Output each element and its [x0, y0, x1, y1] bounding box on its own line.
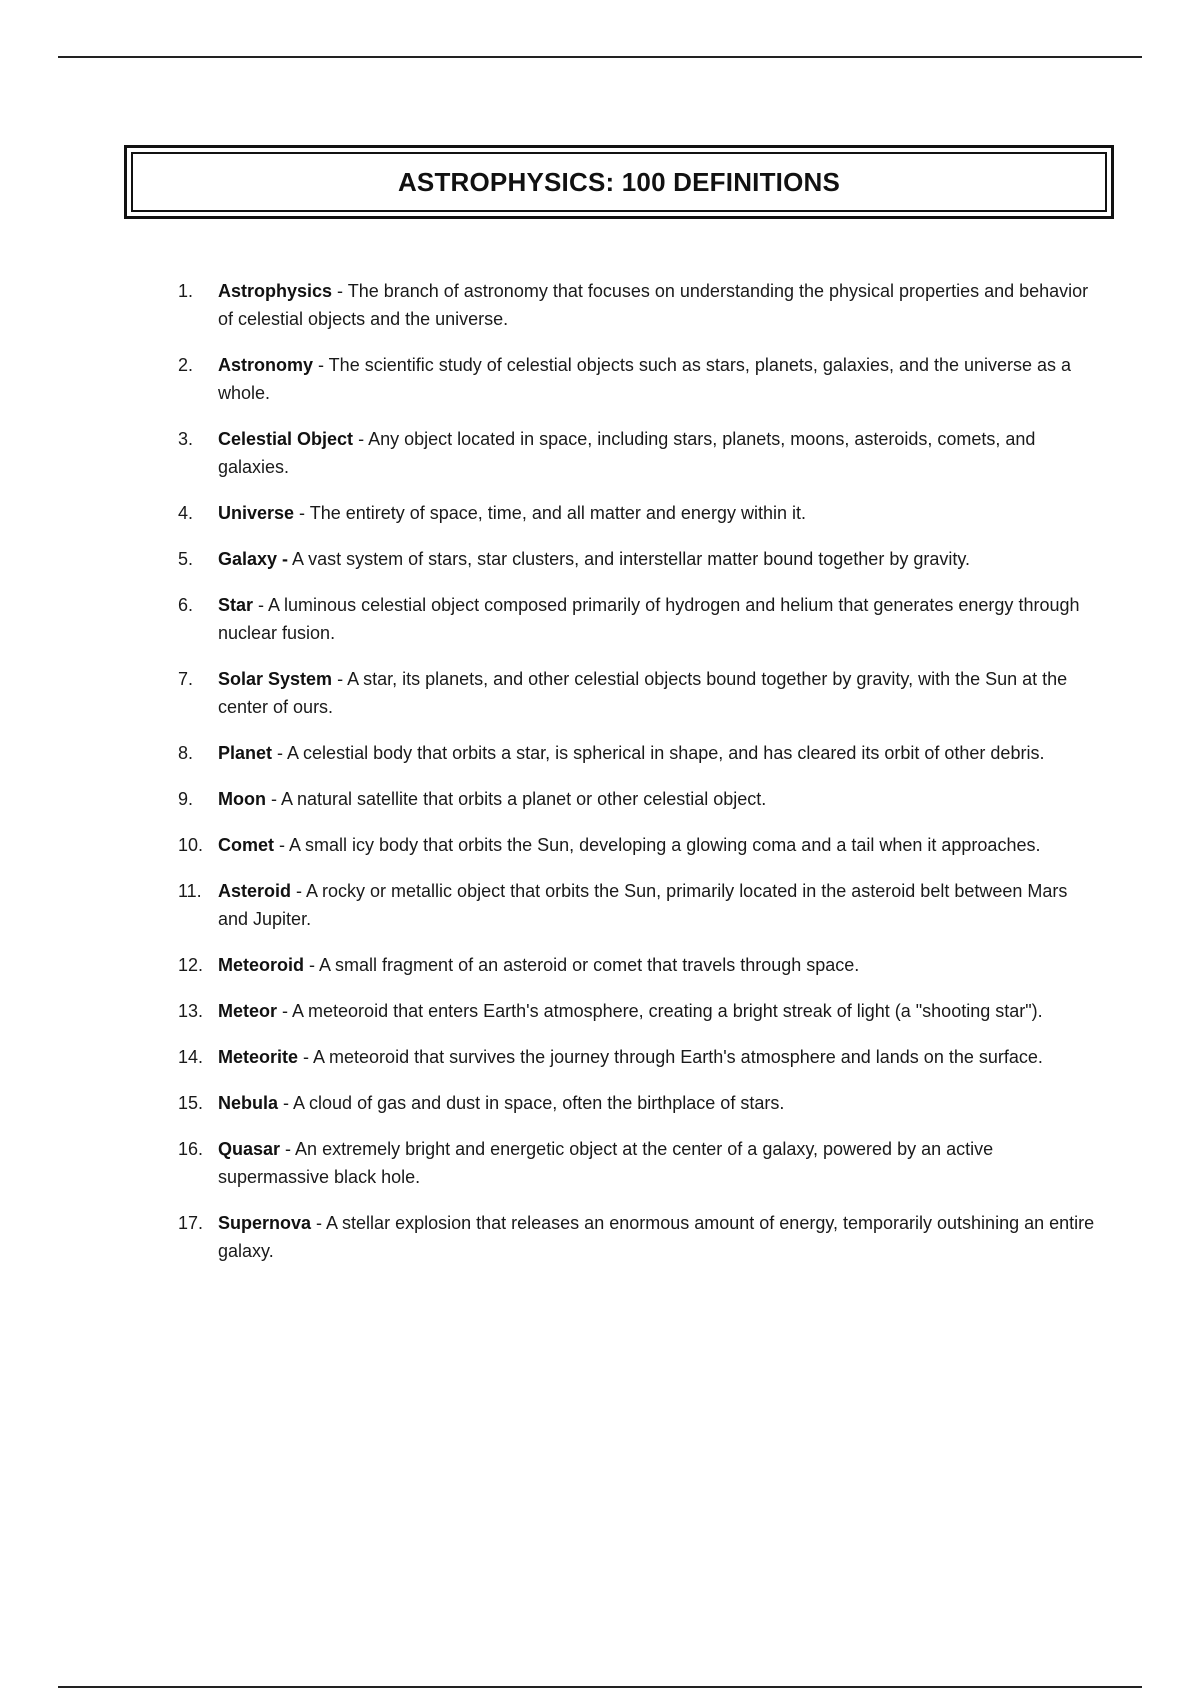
- definition-item: [178, 951, 1096, 979]
- definition-text: - A meteoroid that enters Earth's atmosphere, creating a bright streak of light (a "shooting star").: [277, 1001, 1043, 1021]
- page-title: ASTROPHYSICS: 100 DEFINITIONS: [397, 166, 841, 197]
- definition-text: - A natural satellite that orbits a planet or other celestial object.: [265, 789, 767, 809]
- definition-item: [178, 591, 1096, 647]
- item-number: 11.: [178, 881, 202, 901]
- term: Asteroid: [218, 881, 292, 901]
- bottom-divider: [58, 1686, 1142, 1688]
- item-number: 3.: [178, 429, 194, 449]
- definition-item: [178, 1043, 1096, 1071]
- definition-item: [178, 1135, 1096, 1191]
- definition-text: - A meteoroid that survives the journey through Earth's atmosphere and lands on the surface.: [298, 1047, 1043, 1067]
- definition-text: - A cloud of gas and dust in space, often the birthplace of stars.: [278, 1093, 785, 1113]
- definition-item: [178, 1209, 1096, 1265]
- definition-item: [178, 425, 1096, 481]
- term: Star: [218, 595, 254, 615]
- definition-item: [178, 831, 1096, 859]
- definition-item: [178, 277, 1096, 333]
- definition-text: - The entirety of space, time, and all matter and energy within it.: [294, 503, 806, 523]
- term: Celestial Object: [218, 429, 354, 449]
- term: Universe: [218, 503, 295, 523]
- definition-item: [178, 545, 1096, 573]
- term: Supernova: [218, 1213, 312, 1233]
- item-number: 17.: [178, 1213, 204, 1233]
- title-box-inner: [131, 152, 1107, 212]
- definition-item: [178, 877, 1096, 933]
- item-number: 5.: [178, 549, 194, 569]
- term: Solar System: [218, 669, 333, 689]
- term: Quasar: [218, 1139, 281, 1159]
- definition-text: - An extremely bright and energetic object at the center of a galaxy, powered by an active supermassive black hole.: [218, 1139, 994, 1187]
- item-number: 6.: [178, 595, 194, 615]
- term: Moon: [218, 789, 266, 809]
- definition-item: [178, 739, 1096, 767]
- item-number: 13.: [178, 1001, 204, 1021]
- item-number: 10.: [178, 835, 204, 855]
- item-number: 4.: [178, 503, 194, 523]
- term: Galaxy -: [218, 549, 289, 569]
- term: Meteoroid: [218, 955, 305, 975]
- definition-item: [178, 665, 1096, 721]
- definition-text: - A luminous celestial object composed primarily of hydrogen and helium that generates energy through nuclear fusion.: [218, 595, 1080, 643]
- item-number: 9.: [178, 789, 194, 809]
- term: Planet: [218, 743, 273, 763]
- item-number: 14.: [178, 1047, 204, 1067]
- term: Comet: [218, 835, 275, 855]
- term: Nebula: [218, 1093, 279, 1113]
- definition-list: [178, 277, 1096, 1283]
- title-box: [124, 145, 1114, 219]
- item-number: 7.: [178, 669, 194, 689]
- definition-text: - A rocky or metallic object that orbits the Sun, primarily located in the asteroid belt between Mars and Jupiter.: [218, 881, 1068, 929]
- definition-text: - A celestial body that orbits a star, is spherical in shape, and has cleared its orbit of other debris.: [272, 743, 1045, 763]
- term: Astronomy: [218, 355, 314, 375]
- definition-item: [178, 499, 1096, 527]
- term: Astrophysics: [218, 281, 333, 301]
- item-number: 2.: [178, 355, 194, 375]
- definition-text: - The branch of astronomy that focuses on understanding the physical properties and behavior of celestial objects and the universe.: [218, 281, 1089, 329]
- term: Meteorite: [218, 1047, 299, 1067]
- term: Meteor: [218, 1001, 278, 1021]
- item-number: 8.: [178, 743, 194, 763]
- definition-text: - A small fragment of an asteroid or comet that travels through space.: [304, 955, 860, 975]
- item-number: 16.: [178, 1139, 204, 1159]
- definition-text: - Any object located in space, including stars, planets, moons, asteroids, comets, and galaxies.: [218, 429, 1036, 477]
- top-divider: [58, 56, 1142, 58]
- definition-item: [178, 1089, 1096, 1117]
- item-number: 15.: [178, 1093, 204, 1113]
- definition-item: [178, 997, 1096, 1025]
- definition-text: A vast system of stars, star clusters, and interstellar matter bound together by gravity.: [288, 549, 971, 569]
- item-number: 12.: [178, 955, 204, 975]
- definition-text: - A small icy body that orbits the Sun, developing a glowing coma and a tail when it approaches.: [274, 835, 1041, 855]
- definition-item: [178, 785, 1096, 813]
- item-number: 1.: [178, 281, 194, 301]
- definition-item: [178, 351, 1096, 407]
- definition-text: - The scientific study of celestial objects such as stars, planets, galaxies, and the universe as a whole.: [218, 355, 1072, 403]
- definition-text: - A stellar explosion that releases an enormous amount of energy, temporarily outshining an entire galaxy.: [218, 1213, 1095, 1261]
- definition-text: - A star, its planets, and other celestial objects bound together by gravity, with the Sun at the center of ours.: [218, 669, 1068, 717]
